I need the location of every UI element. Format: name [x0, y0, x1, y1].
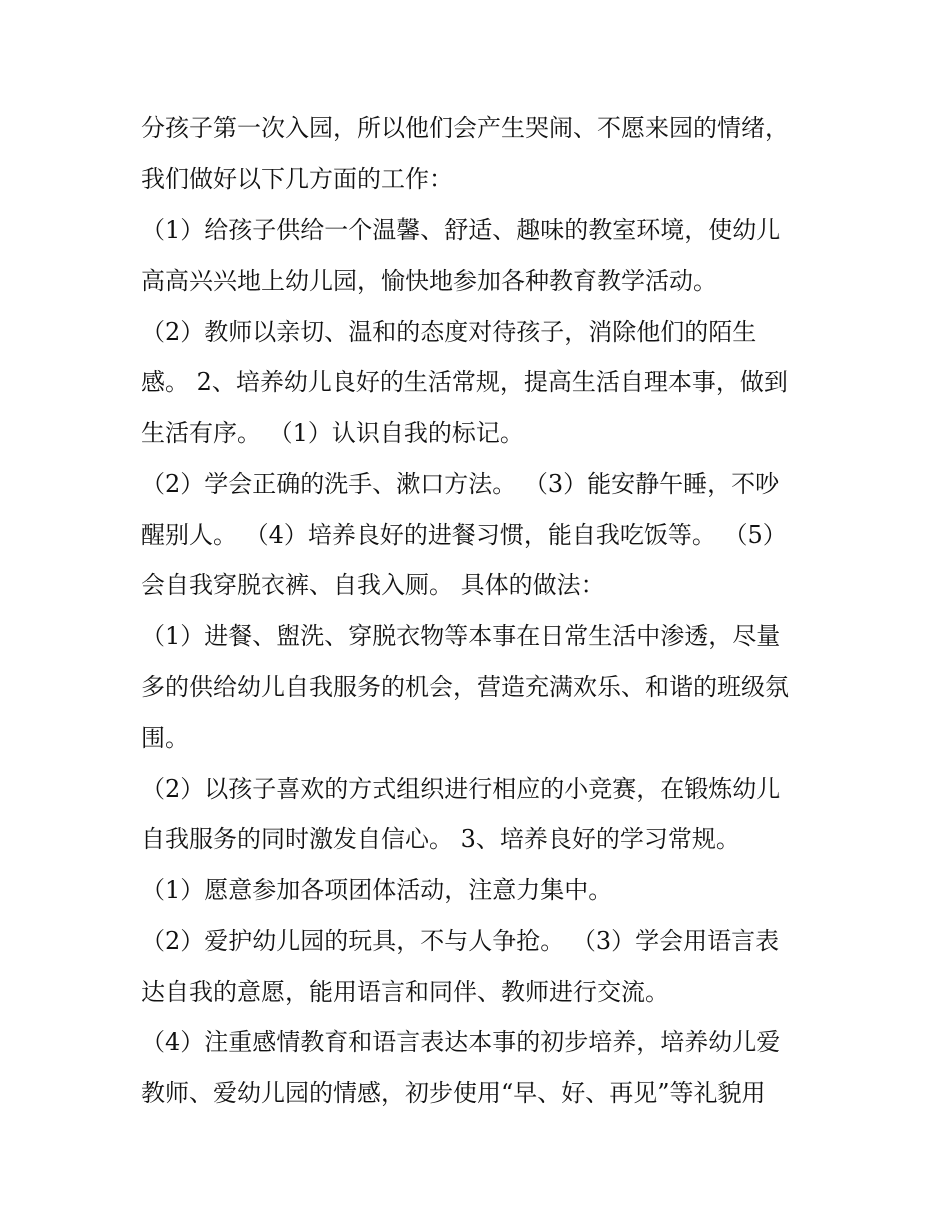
- text-line: （2）以孩子喜欢的方式组织进行相应的小竞赛，在锻炼幼儿: [141, 775, 781, 803]
- text-line: 我们做好以下几方面的工作：: [141, 165, 453, 193]
- text-line: 生活有序。 （1）认识自我的标记。: [141, 419, 524, 447]
- text-line: 醒别人。 （4）培养良好的进餐习惯，能自我吃饭等。 （5）: [141, 521, 787, 549]
- text-line: 分孩子第一次入园，所以他们会产生哭闹、不愿来园的情绪，: [141, 114, 789, 142]
- text-line: 高高兴兴地上幼儿园，愉快地参加各种教育教学活动。: [141, 267, 717, 295]
- text-line: 教师、爱幼儿园的情感，初步使用“早、好、再见”等礼貌用: [141, 1079, 766, 1107]
- text-line: （1）进餐、盥洗、穿脱衣物等本事在日常生活中渗透，尽量: [141, 622, 781, 650]
- text-line: 会自我穿脱衣裤、自我入厕。 具体的做法：: [141, 571, 605, 599]
- text-line: （1）愿意参加各项团体活动，注意力集中。: [141, 876, 613, 904]
- text-line: （4）注重感情教育和语言表达本事的初步培养，培养幼儿爱: [141, 1028, 781, 1056]
- text-line: 围。: [141, 724, 189, 752]
- text-line: （2）学会正确的洗手、漱口方法。 （3）能安静午睡，不吵: [141, 470, 780, 498]
- text-line: （1）给孩子供给一个温馨、舒适、趣味的教室环境，使幼儿: [141, 216, 781, 244]
- text-line: （2）教师以亲切、温和的态度对待孩子，消除他们的陌生: [141, 318, 757, 346]
- text-line: 达自我的意愿，能用语言和同伴、教师进行交流。: [141, 978, 669, 1006]
- text-line: 感。 2、培养幼儿良好的生活常规，提高生活自理本事，做到: [141, 368, 788, 396]
- text-line: （2）爱护幼儿园的玩具，不与人争抢。 （3）学会用语言表: [141, 927, 780, 955]
- text-line: 自我服务的同时激发自信心。 3、培养良好的学习常规。: [141, 825, 740, 853]
- text-line: 多的供给幼儿自我服务的机会，营造充满欢乐、和谐的班级氛: [141, 673, 789, 701]
